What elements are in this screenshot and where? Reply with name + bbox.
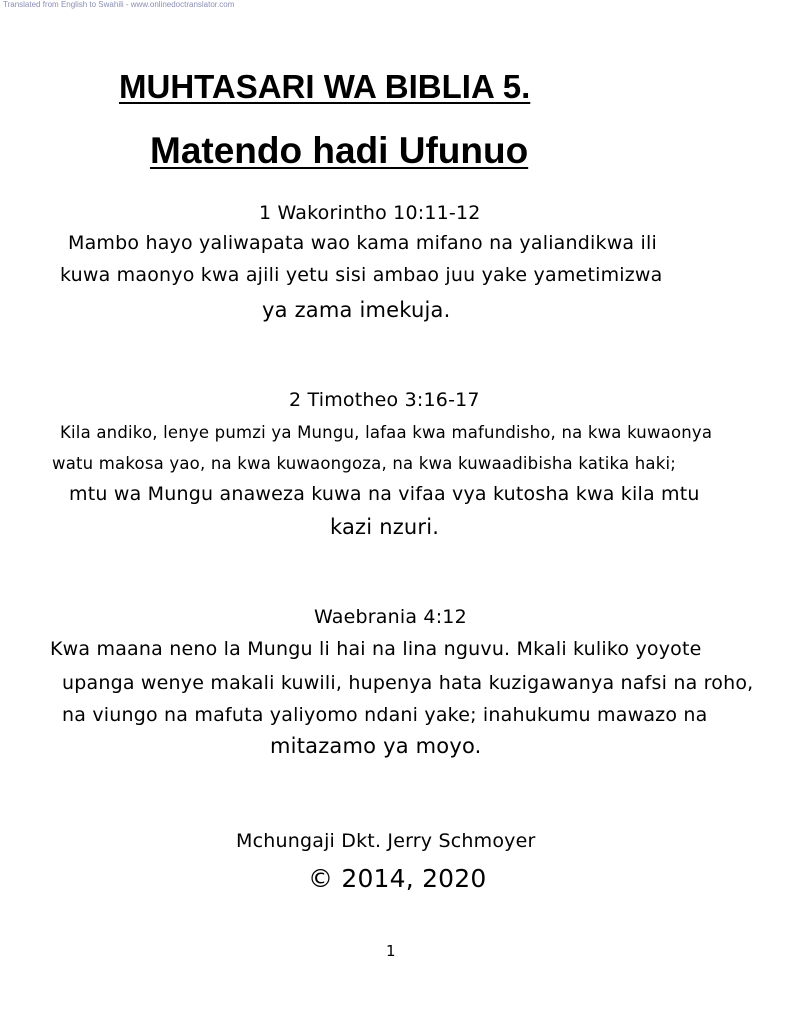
verse-reference-3: Waebrania 4:12	[314, 606, 467, 628]
copyright-line: © 2014, 2020	[308, 864, 487, 893]
verse-reference-2: 2 Timotheo 3:16-17	[289, 389, 480, 411]
document-subtitle: Matendo hadi Ufunuo	[150, 130, 529, 171]
page-number: 1	[386, 942, 396, 960]
verse-3-line-3: na viungo na mafuta yaliyomo ndani yake; inahukumu mawazo na	[62, 704, 708, 726]
verse-2-line-4: kazi nzuri.	[330, 515, 440, 539]
verse-3-line-4: mitazamo ya moyo.	[270, 734, 482, 758]
verse-1-line-3: ya zama imekuja.	[262, 298, 451, 322]
verse-2-line-1: Kila andiko, lenye pumzi ya Mungu, lafaa kwa mafundisho, na kwa kuwaonya	[60, 423, 713, 442]
verse-1-line-1: Mambo hayo yaliwapata wao kama mifano na yaliandikwa ili	[68, 232, 657, 254]
verse-reference-1: 1 Wakorintho 10:11-12	[259, 202, 481, 224]
verse-1-line-2: kuwa maonyo kwa ajili yetu sisi ambao juu yake yametimizwa	[60, 264, 663, 286]
verse-2-line-3: mtu wa Mungu anaweza kuwa na vifaa vya kutosha kwa kila mtu	[69, 483, 700, 505]
verse-3-line-2: upanga wenye makali kuwili, hupenya hata kuzigawanya nafsi na roho,	[62, 672, 754, 694]
verse-2-line-2: watu makosa yao, na kwa kuwaongoza, na kwa kuwaadibisha katika haki;	[52, 454, 677, 473]
document-title: MUHTASARI WA BIBLIA 5.	[119, 68, 531, 105]
author-line: Mchungaji Dkt. Jerry Schmoyer	[236, 830, 536, 852]
translator-watermark: Translated from English to Swahili - www.onlinedoctranslator.com	[3, 0, 235, 9]
verse-3-line-1: Kwa maana neno la Mungu li hai na lina nguvu. Mkali kuliko yoyote	[50, 638, 702, 660]
